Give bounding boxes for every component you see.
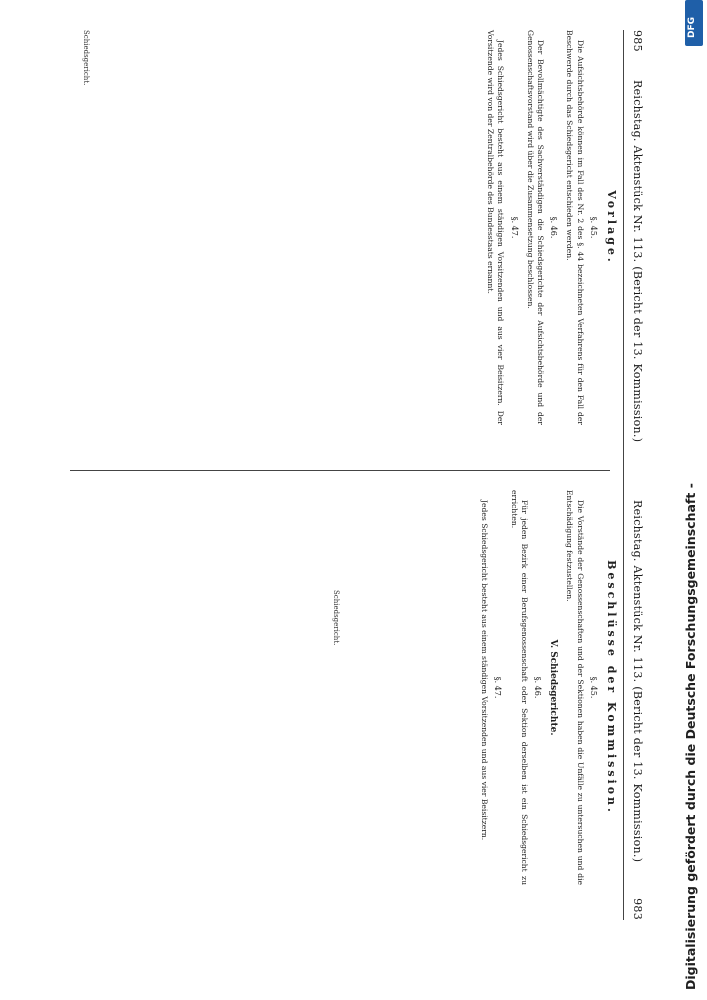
right-section-label: §. 45.	[588, 676, 598, 699]
column-divider	[70, 470, 610, 471]
digitization-credit	[683, 200, 703, 996]
digitization-credit-text: Digitalisierung gefördert durch die Deutsche Forschungsgemeinschaft -	[683, 483, 698, 990]
dfg-logo	[685, 0, 703, 46]
margin-note-left: Schiedsgericht.	[82, 30, 90, 86]
right-column-heading: Beschlüsse der Kommission.	[605, 560, 618, 815]
left-section-label: §. 45.	[588, 216, 598, 239]
rotated-document	[50, 30, 650, 920]
left-column-heading: Vorlage.	[605, 190, 618, 265]
page-header	[624, 30, 650, 920]
running-title-left: Reichstag. Aktenstück Nr. 113. (Bericht der 13. Kommission.)	[631, 80, 644, 443]
header-rule	[623, 30, 624, 920]
right-section-text: Jedes Schiedsgericht besteht aus einem ständigen Vorsitzenden und aus vier Beisitzern.	[480, 500, 490, 841]
right-column	[475, 490, 620, 885]
right-section-text: Die Vorstände der Genossenschaften und der Sektionen haben die Unfälle zu untersuchen und die Entschädigung festzustellen.	[565, 490, 585, 885]
right-subheading: V. Schiedsgerichte.	[548, 639, 559, 736]
right-section-label: §. 46.	[532, 676, 542, 699]
right-section-label: §. 47.	[493, 676, 503, 699]
left-section-label: §. 47.	[509, 216, 519, 239]
left-column	[481, 30, 620, 425]
page-number-right: 983	[631, 898, 644, 920]
left-section-text: Die Aufsichtsbehörde können im Fall des Nr. 2 des §. 44 bezeichneten Verfahrens für den Fall der Beschwerde durch das Schiedsgericht entschieden werden.	[565, 30, 585, 425]
left-section-label: §. 46.	[549, 216, 559, 239]
right-section-text: Für jeden Bezirk einer Berufsgenossenschaft oder Sektion derselben ist ein Schiedsgericht zu errichten.	[509, 490, 529, 885]
left-section-text: Jedes Schiedsgericht besteht aus einem ständigen Vorsitzenden und aus vier Beisitzern. Der Vorsitzende wird von der Zentralbehörde des Bundesstaats ernannt.	[486, 30, 506, 425]
running-title-right: Reichstag. Aktenstück Nr. 113. (Bericht der 13. Kommission.)	[631, 500, 644, 863]
dfg-logo-text: DFG	[687, 16, 697, 38]
margin-note-right: Schiedsgericht.	[332, 590, 340, 646]
page-number-left: 985	[631, 30, 644, 52]
left-section-text: Der Bevollmächtigte des Sachverständigen die Schiedsgerichte der Aufsichtsbehörde und der Genossenschaftsvorstand wird über die Zusammensetzung beschlossen.	[525, 30, 545, 425]
